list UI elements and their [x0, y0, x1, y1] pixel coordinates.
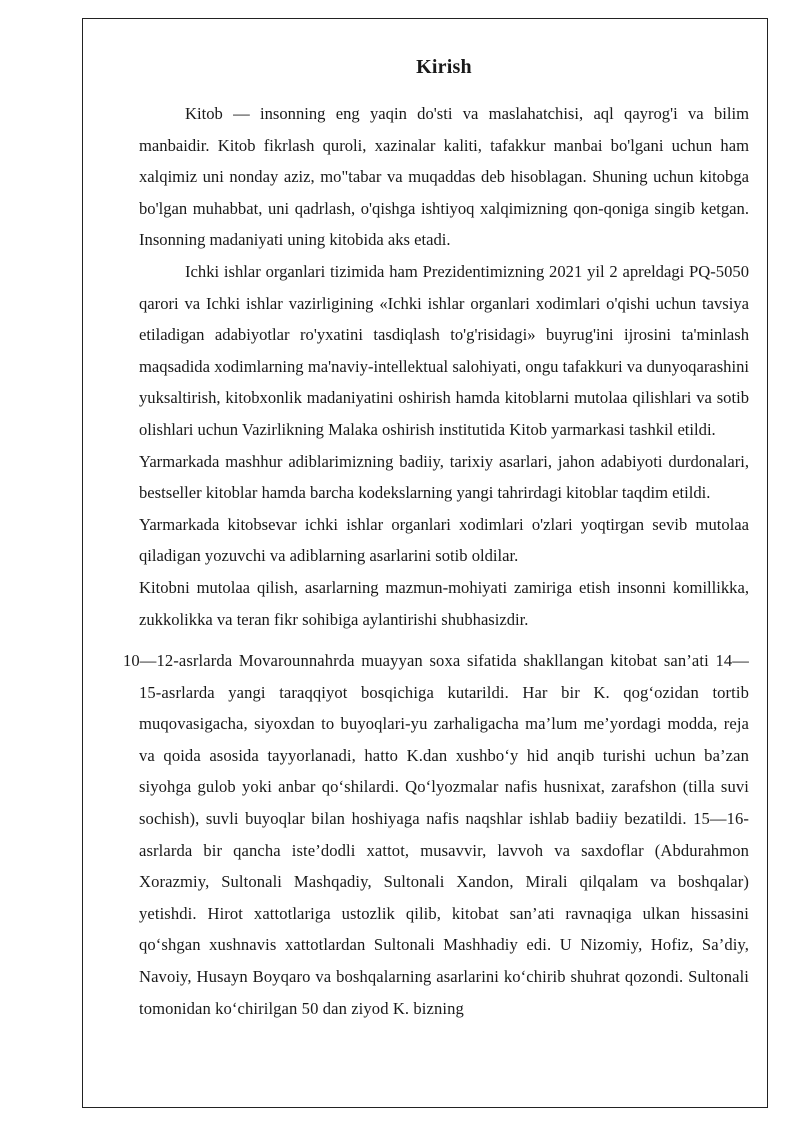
paragraph-ministry: Ichki ishlar organlari tizimida ham Prezidentimizning 2021 yil 2 apreldagi PQ-5050 qarori va Ichki ishlar vazirligining «Ichki ishlar organlari xodimlari o'qishi uchun tavsiya etiladigan adabiyotlar ro'yxatini tasdiqlash to'g'risidagi» buyrug'ini ijrosini ta'minlash maqsadida xodimlarning ma'naviy-intellektual salohiyati, ongu tafakkuri va dunyoqarashini yuksaltirish, kitobxonlik madaniyatini oshirish hamda kitoblarni mutolaa qilishlari va sotib olishlari uchun Vazirlikning Malaka oshirish institutida Kitob yarmarkasi tashkil etildi. [139, 261, 749, 439]
paragraph-history: 10—12-asrlarda Movarounnahrda muayyan soxa sifatida shakllangan kitobat san’ati 14—15-asrlarda yangi taraqqiyot bosqichiga kutarildi. Har bir K. qog‘ozidan tortib muqovasigacha, siyoxdan to buyoqlari-yu zarhaligacha ma’lum me’yordagi modda, reja va qoida asosida tayyorlanadi, hatto K.dan xushbo‘y hid anqib turishi uchun ba’zan siyohga gulob yoki anbar qo‘shilardi. Qo‘lyozmalar nafis husnixat, zarafshon (tilla suvi sochish), suvli buyoqlar bilan hoshiyaga nafis naqshlar ishlab badiiy bezatildi. 15—16-asrlarda bir qancha iste’dodli xattot, musavvir, lavvoh va saxdoflar (Abdurahmon Xorazmiy, Sultonali Mashqadiy, Sultonali Xandon, Mirali qilqalam va boshqalar) yetishdi. Hirot xattotlariga ustozlik qilib, kitobat san’ati ravnaqiga ulkan hissasini qo‘shgan xushnavis xattotlardan Sultonali Mashhadiy edi. U Nizomiy, Hofiz, Sa’diy, Navoiy, Husayn Boyqaro va boshqalarning asarlarini ko‘chirib shuhrat qozondi. Sultonali tomonidan ko‘chirilgan 50 dan ziyod K. bizning [123, 651, 749, 1018]
paragraph-fair-buyers: Yarmarkada kitobsevar ichki ishlar organlari xodimlari o'zlari yoqtirgan sevib mutolaa qiladigan yozuvchi va adiblarning asarlarini sotib oldilar. [139, 514, 749, 566]
paragraph-reading: Kitobni mutolaa qilish, asarlarning mazmun-mohiyati zamiriga etish insonni komillikka, zukkolikka va teran fikr sohibiga aylantirishi shubhasizdir. [139, 577, 749, 629]
page-frame [82, 18, 768, 1108]
document-body [123, 52, 749, 1024]
paragraph-intro: Kitob — insonning eng yaqin do'sti va maslahatchisi, aql qayrog'i va bilim manbaidir. Kitob fikrlash quroli, xazinalar kaliti, tafakkur manbai bo'lgani uchun ham xalqimiz uni nonday aziz, mo"tabar va muqaddas deb hisoblagan. Shuning uchun kitobga bo'lgan muhabbat, uni qadrlash, o'qishga ishtiyoq xalqimizning qon-qoniga singib ketgan. Insonning madaniyati uning kitobida aks etadi. [139, 104, 749, 250]
document-title: Kirish [416, 56, 472, 78]
paragraph-fair-books: Yarmarkada mashhur adiblarimizning badiiy, tarixiy asarlari, jahon adabiyoti durdonalari, bestseller kitoblar hamda barcha kodekslarning yangi tahrirdagi kitoblar taqdim etildi. [139, 451, 749, 503]
